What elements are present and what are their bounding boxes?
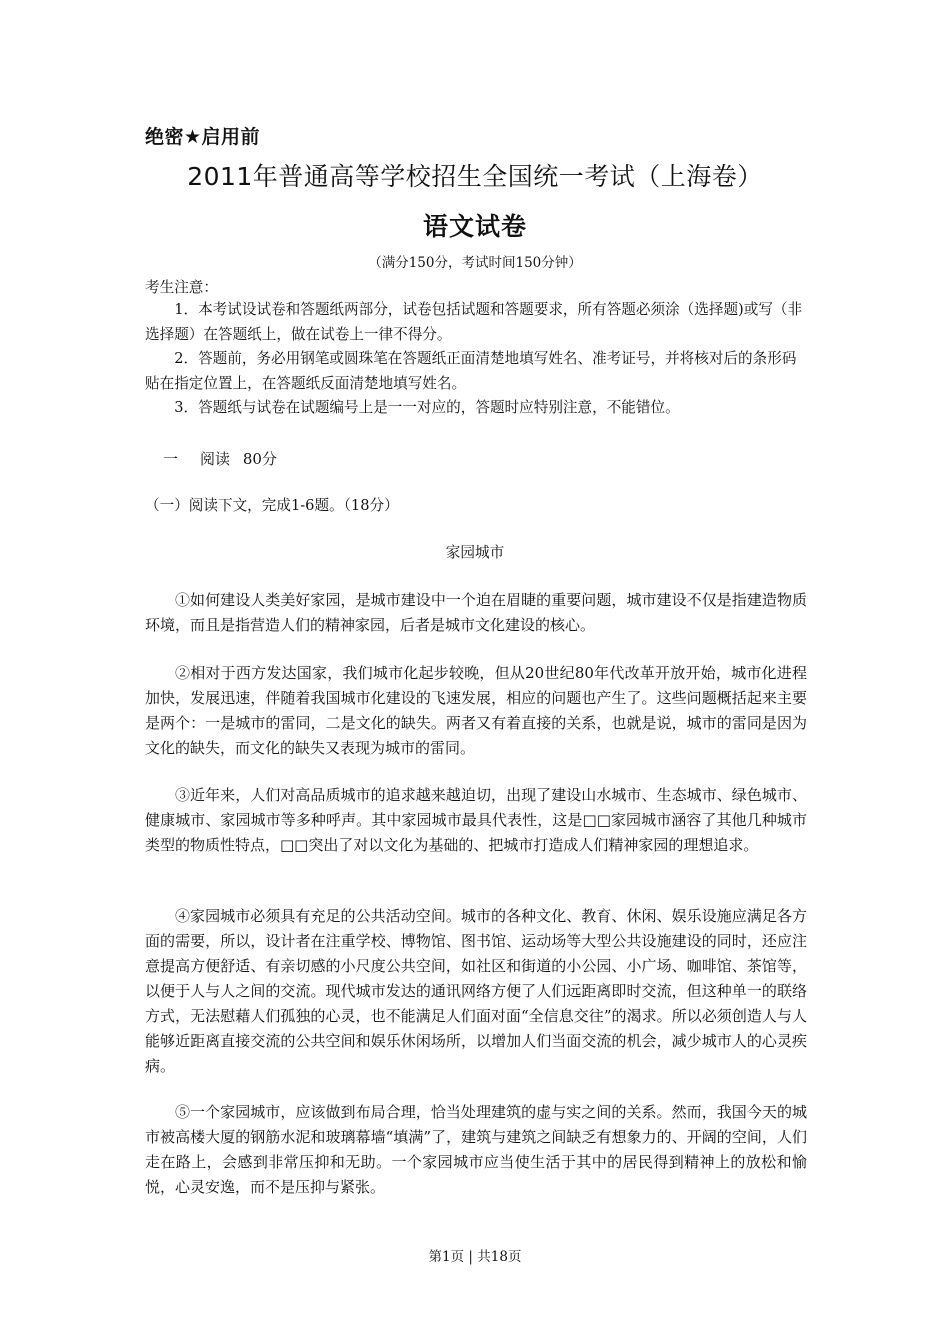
essay-paragraph-4: ④家园城市必须具有充足的公共活动空间。城市的各种文化、教育、休闲、娱乐设施应满足各方面的需要，所以，设计者在注重学校、博物馆、图书馆、运动场等大型公共设施建设的同时，还应注意提高方便舒适、有亲切感的小尺度公共空间，如社区和街道的小公园、小广场、咖啡馆、茶馆等，以便于人与人之间的交流。现代城市发达的通讯网络方便了人们远距离即时交流，但这种单一的联络方式，无法慰藉人们孤独的心灵，也不能满足人们面对面“全信息交往”的渴求。所以必须创造人与人能够近距离直接交流的公共空间和娱乐休闲场所，以增加人们当面交流的机会，减少城市人的心灵疾病。 [145,907,807,1075]
section-name: 阅读 [200,450,231,468]
section-heading [163,448,277,469]
notice-item-2: 2．答题前，务必用钢笔或圆珠笔在答题纸正面清楚地填写姓名、准考证号，并将核对后的条形码贴在指定位置上，在答题纸反面清楚地填写姓名。 [145,350,797,392]
notice-heading: 考生注意： [145,279,218,296]
essay-title: 家园城市 [445,544,505,561]
essay-paragraph-2: ②相对于西方发达国家，我们城市化起步较晚，但从20世纪80年代改革开放开始，城市化进程加快，发展迅速，伴随着我国城市化建设的飞速发展，相应的问题也产生了。这些问题概括起来主要是两个：一是城市的雷同，二是文化的缺失。两者又有着直接的关系，也就是说，城市的雷同是因为文化的缺失，而文化的缺失又表现为城市的雷同。 [145,664,807,757]
exam-title: 2011年普通高等学校招生全国统一考试（上海卷） [187,162,763,191]
notice-list [145,298,807,421]
essay-paragraph-5: ⑤一个家园城市，应该做到布局合理，恰当处理建筑的虚与实之间的关系。然而，我国今天的城市被高楼大厦的钢筋水泥和玻璃幕墙“填满”了，建筑与建筑之间缺乏有想象力的、开阔的空间，人们走在路上，会感到非常压抑和无助。一个家园城市应当使生活于其中的居民得到精神上的放松和愉悦，心灵安逸，而不是压抑与紧张。 [145,1103,807,1196]
confidential-mark: 绝密★启用前 [145,126,261,148]
notice-item-1: 1．本考试设试卷和答题纸两部分，试卷包括试题和答题要求，所有答题必须涂（选择题)或写（非选择题）在答题纸上，做在试卷上一律不得分。 [145,301,803,343]
notice-item-3: 3．答题纸与试卷在试题编号上是一一对应的，答题时应特别注意，不能错位。 [174,399,680,416]
score-time-note: （满分150分，考试时间150分钟） [368,255,582,271]
part-heading: （一）阅读下文，完成1-6题。（18分） [145,497,399,514]
section-number: 一 [163,450,179,468]
essay-paragraph-3: ③近年来，人们对高品质城市的追求越来越迫切，出现了建设山水城市、生态城市、绿色城市、健康城市、家园城市等多种呼声。其中家园城市最具代表性，这是□□家园城市涵容了其他几种城市类型的物质性特点，□□突出了对以文化为基础的、把城市打造成人们精神家园的理想追求。 [145,786,807,854]
exam-subtitle: 语文试卷 [422,212,527,241]
essay-paragraph-1: ①如何建设人类美好家园，是城市建设中一个迫在眉睫的重要问题，城市建设不仅是指建造物质环境，而且是指营造人们的精神家园，后者是城市文化建设的核心。 [145,591,807,634]
page-footer: 第1页 | 共18页 [428,1249,522,1265]
section-points: 80分 [242,450,277,468]
